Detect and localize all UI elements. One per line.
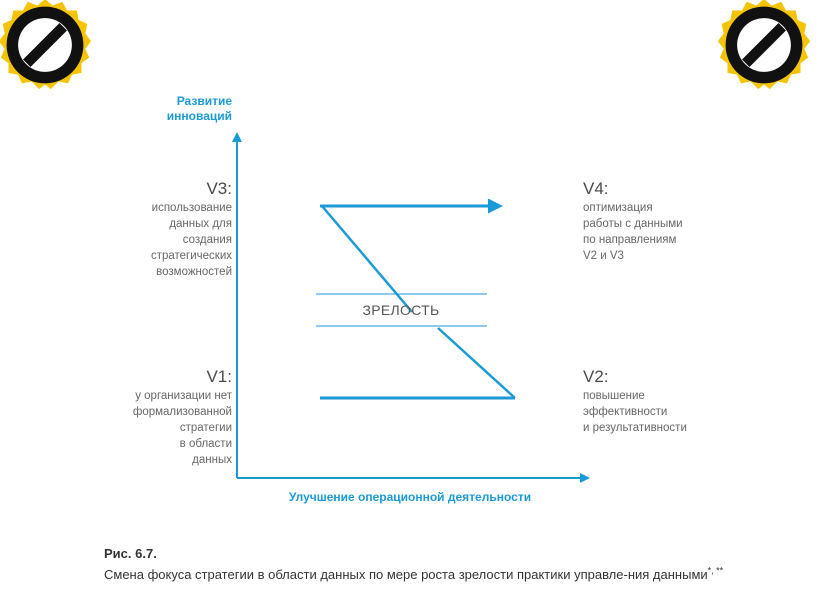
footnote-marks: *, **	[707, 565, 724, 576]
stage-description: использование данных для создания стратегических возможностей	[150, 202, 232, 278]
stage-description: у организации нет формализованной стратегии в области данных	[132, 390, 232, 466]
stage-v2	[583, 366, 783, 436]
stage-v4	[583, 178, 783, 264]
x-axis-title: Улучшение операционной деятельности	[288, 490, 532, 504]
y-axis-title: Развитие инноваций	[166, 94, 232, 123]
figure-number: Рис. 6.7.	[104, 546, 157, 561]
figure-caption	[104, 543, 744, 585]
stage-code: V3:	[206, 179, 232, 198]
stage-code: V4:	[583, 179, 609, 198]
stage-v1	[82, 366, 232, 468]
stage-description: повышение эффективности и результативности	[583, 390, 687, 434]
caption-text: Смена фокуса стратегии в области данных по мере роста зрелости практики управле-ния данными	[104, 567, 708, 582]
path-lower-diagonal	[438, 328, 515, 398]
stage-code: V1:	[206, 367, 232, 386]
path-upper-diagonal	[322, 206, 412, 312]
stage-v3	[82, 178, 232, 280]
maturity-label: ЗРЕЛОСТЬ	[362, 302, 440, 318]
stage-description: оптимизация работы с данными по направлениям V2 и V3	[583, 202, 683, 262]
stage-code: V2:	[583, 367, 609, 386]
